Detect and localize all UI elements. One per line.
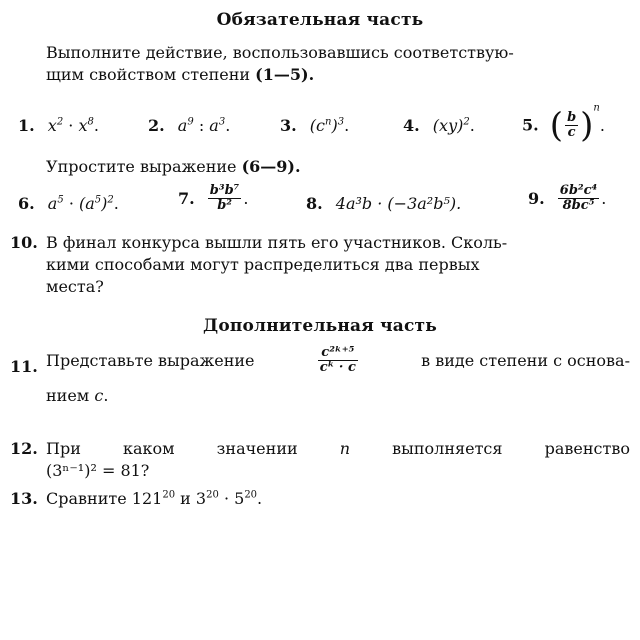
task-9 <box>528 184 606 213</box>
instruction-2-text: Упростите выражение <box>46 157 237 176</box>
task-2 <box>148 116 230 135</box>
task-7-expression: $\frac{\text{b³b⁷}}{\text{b²}}$ . <box>209 183 249 213</box>
task-8-expression: 4a³b · (−3a²b⁵). <box>335 194 462 213</box>
task-11-text <box>46 346 630 407</box>
task-10-text <box>46 232 630 298</box>
task-number: 3. <box>280 116 297 135</box>
instruction-1-range: (1—5). <box>255 65 315 84</box>
instruction-2-range: (6—9). <box>241 157 301 176</box>
task-11-line2: нием c. <box>46 386 109 405</box>
task-number: 4. <box>403 116 420 135</box>
task-11-fraction: $\frac{\text{c²ᵏ⁺⁵}}{\text{cᵏ · c}}$ <box>319 345 356 375</box>
instruction-1-line1: Выполните действие, воспользовавшись соответствую- <box>46 43 514 62</box>
task-3-expression: $(c^n)^3$. <box>309 116 350 135</box>
task-10-line2: кими способами могут распределиться два первых <box>46 255 480 274</box>
instruction-2 <box>46 156 301 178</box>
task-4 <box>403 116 475 135</box>
task-13 <box>10 488 630 512</box>
task-10-line3: места? <box>46 277 104 296</box>
task-number: 2. <box>148 116 165 135</box>
section-title-additional: Дополнительная часть <box>203 316 437 336</box>
task-12 <box>10 438 630 484</box>
task-6 <box>18 194 119 213</box>
task-8 <box>306 194 461 213</box>
task-6-expression: $a^5 \cdot (a^5)^2$. <box>47 194 119 213</box>
task-1 <box>18 116 99 135</box>
section-title-mandatory: Обязательная часть <box>216 10 424 30</box>
task-11-line1: Представьте выражение $\frac{\text{c²ᵏ⁺⁵}}{\text{cᵏ · c}}$ в виде степени с основа- <box>46 345 630 375</box>
task-11 <box>10 346 630 422</box>
task-12-text <box>46 438 630 482</box>
task-number: 11. <box>10 357 38 376</box>
task-1-expression: $x^2 \cdot x^8$. <box>47 116 99 135</box>
task-number: 1. <box>18 116 35 135</box>
task-3 <box>280 116 349 135</box>
instruction-1-text: щим свойством степени <box>46 65 251 84</box>
tasks-row-1 <box>0 102 640 148</box>
task-12-line2: (3ⁿ⁻¹)² = 81? <box>46 461 150 480</box>
task-12-line1: При каком значении n выполняется равенство <box>46 439 630 458</box>
task-10 <box>10 232 630 300</box>
task-number: 10. <box>10 233 38 252</box>
tasks-row-2 <box>0 182 640 226</box>
task-number: 9. <box>528 189 545 208</box>
task-9-expression: $\frac{\text{6b²c⁴}}{\text{8bc⁵}}$ . <box>559 183 607 213</box>
task-5 <box>522 102 605 145</box>
task-10-line1: В финал конкурса вышли пять его участников. Сколь- <box>46 233 508 252</box>
task-13-text: Сравните $121^{20}$ и $3^{20} \cdot 5^{20}$. <box>46 489 263 508</box>
task-4-expression: (xy)$^2$. <box>432 116 475 135</box>
task-number: 13. <box>10 489 38 508</box>
instruction-1-line2 <box>46 64 628 86</box>
task-number: 7. <box>178 189 195 208</box>
task-number: 5. <box>522 115 539 135</box>
task-7 <box>178 184 248 213</box>
task-number: 6. <box>18 194 35 213</box>
task-number: 12. <box>10 439 38 458</box>
instruction-1 <box>46 42 628 86</box>
task-5-expression: ( $\frac{b}{c}$ )$^n$. <box>549 102 605 145</box>
task-number: 8. <box>306 194 323 213</box>
task-2-expression: $a^9$ : $a^3$. <box>177 116 231 135</box>
